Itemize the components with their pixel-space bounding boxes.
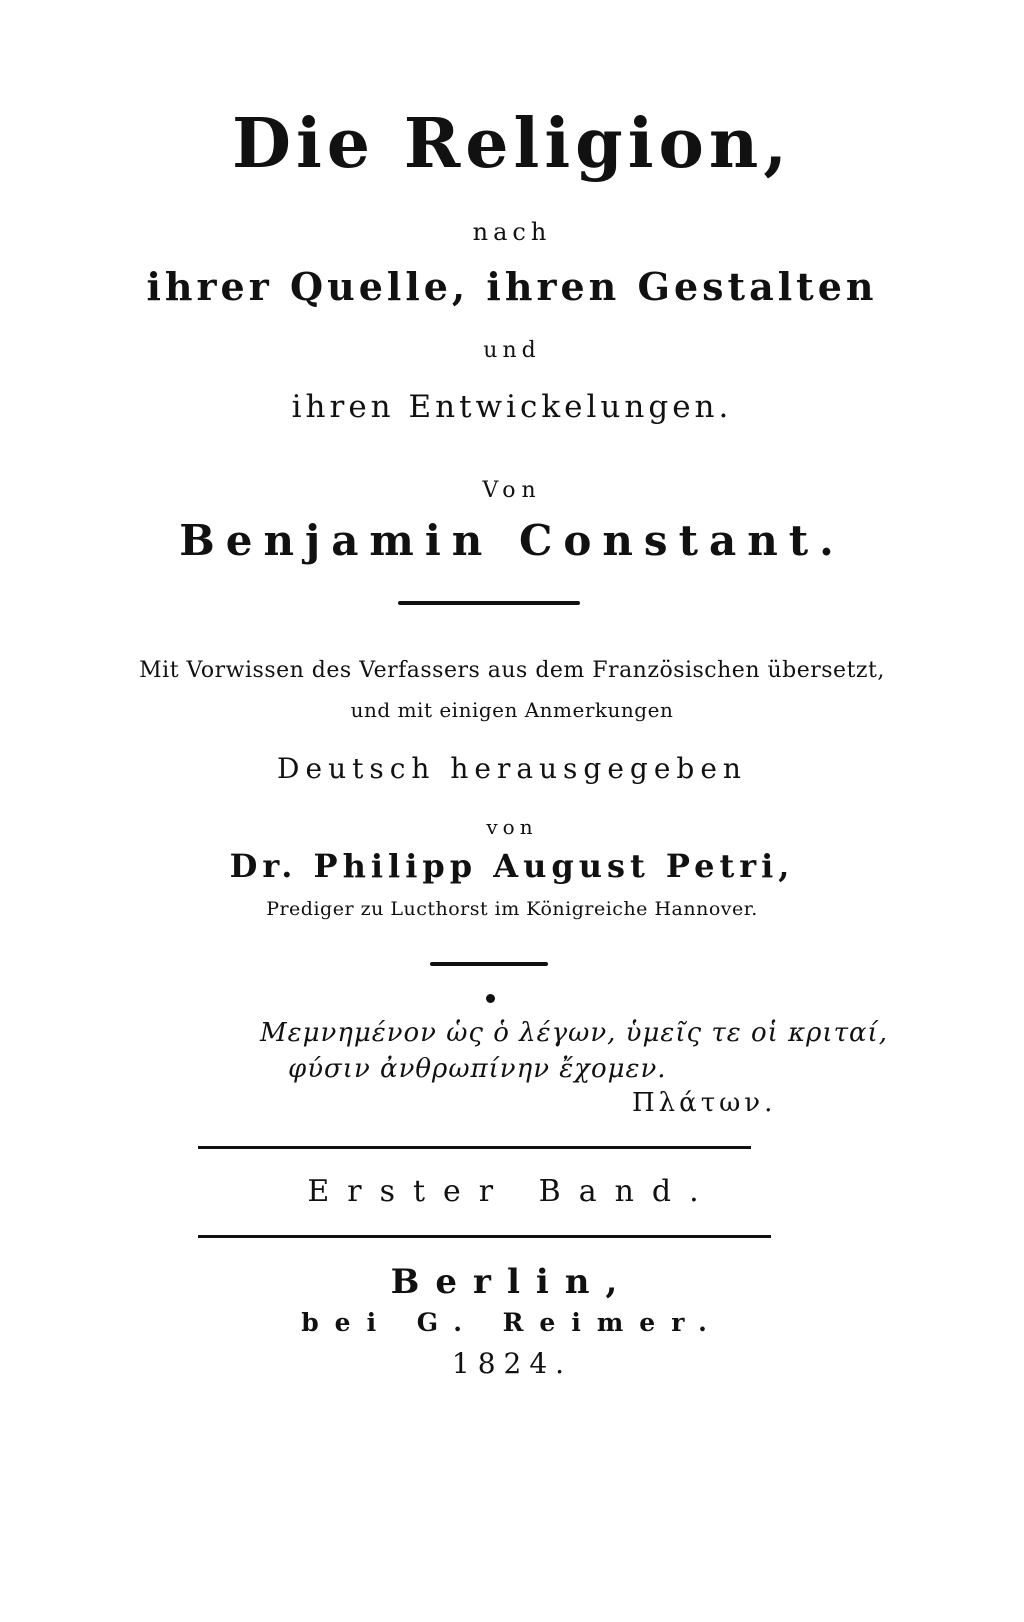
von-author-text: Von	[482, 478, 542, 503]
translation-note-line-1: Mit Vorwissen des Verfassers aus dem Französischen übersetzt,	[139, 658, 885, 683]
publication-city: Berlin,	[390, 1262, 634, 1302]
publisher-name: bei G. Reimer.	[301, 1308, 723, 1337]
divider-rule	[198, 1146, 751, 1149]
edited-in-german-text: Deutsch herausgegeben	[277, 752, 747, 785]
und-text: und	[483, 338, 541, 363]
epigraph-line-1: Μεμνημένον ὡς ὁ λέγων, ὑμεῖς τε οἱ κριταί,	[260, 1018, 889, 1048]
publication-year: 1824.	[451, 1347, 573, 1380]
volume-label: Erster Band.	[307, 1174, 717, 1209]
subtitle-line-1: ihrer Quelle, ihren Gestalten	[146, 264, 878, 309]
ornamental-rule	[398, 601, 580, 605]
ornament-dot	[486, 994, 495, 1003]
editor-name: Dr. Philipp August Petri,	[229, 847, 795, 885]
von-editor-text: von	[486, 815, 538, 839]
ornamental-rule	[430, 962, 548, 966]
translation-note-line-2: und mit einigen Anmerkungen	[350, 698, 674, 722]
divider-rule	[198, 1235, 771, 1238]
epigraph-line-2: φύσιν ἀνθρωπίνην ἔχομεν.	[288, 1054, 667, 1084]
book-title: Die Religion,	[231, 104, 793, 184]
nach-text: nach	[472, 218, 552, 246]
editor-position: Prediger zu Lucthorst im Königreiche Hannover.	[266, 898, 758, 920]
epigraph-author: Πλάτων.	[632, 1088, 777, 1118]
subtitle-line-2: ihren Entwickelungen.	[291, 389, 733, 425]
author-name: Benjamin Constant.	[179, 516, 845, 565]
